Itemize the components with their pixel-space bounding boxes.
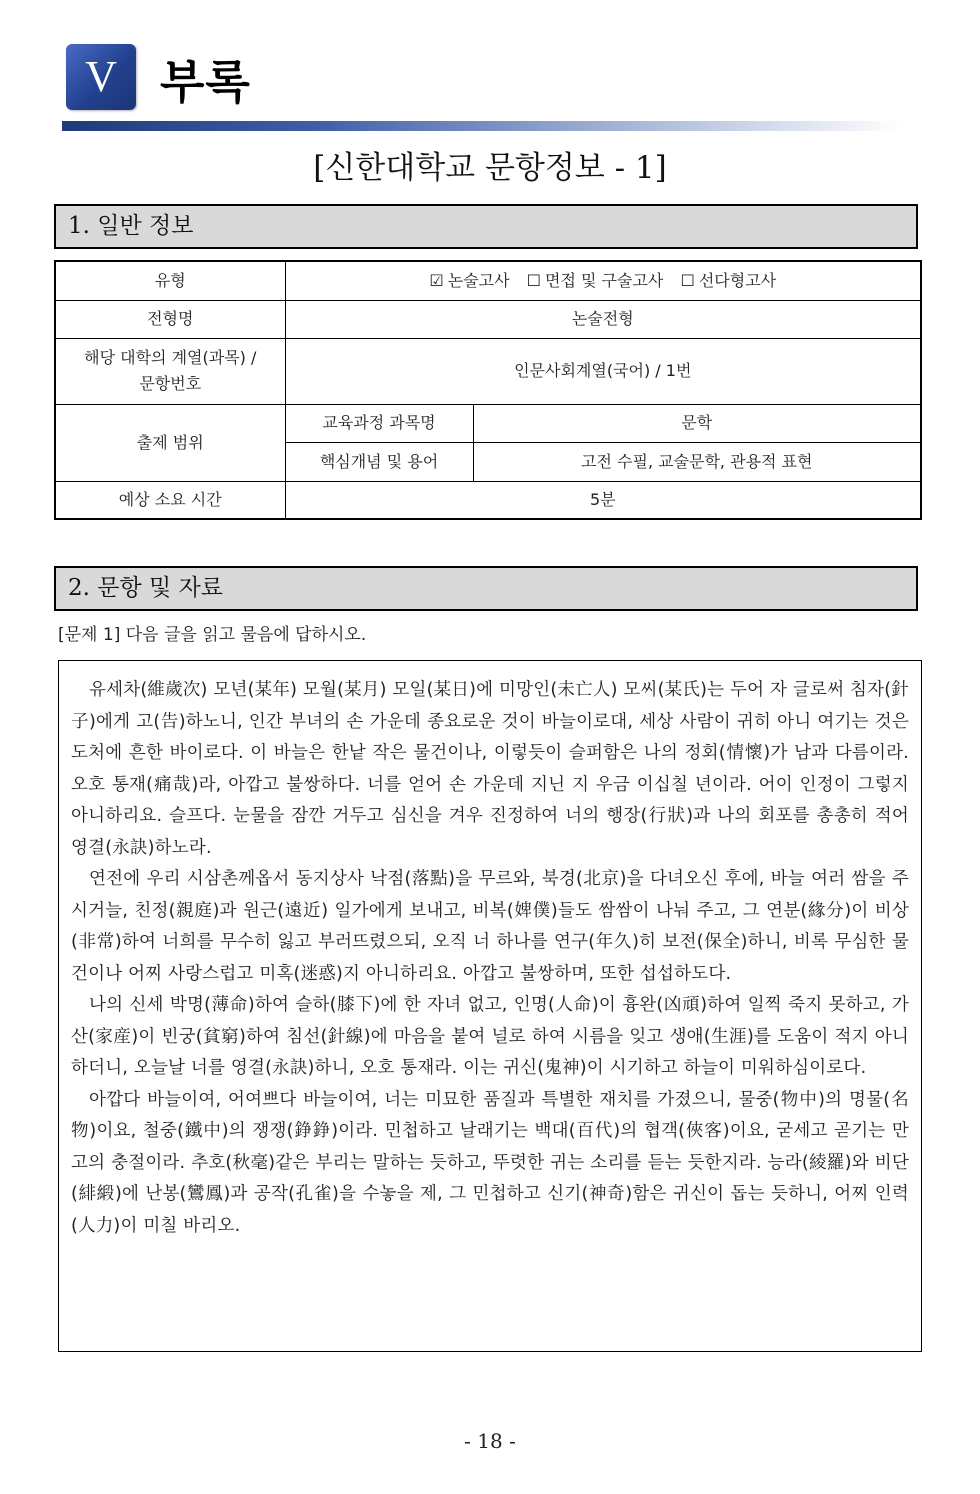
table-row <box>55 300 921 338</box>
unchecked-box-icon: ☐ <box>526 270 542 290</box>
concept-value: 고전 수필, 교술문학, 관용적 표현 <box>473 442 921 481</box>
dept-label-line1: 해당 대학의 계열(과목) / <box>84 348 257 368</box>
table-row <box>55 339 921 405</box>
checked-box-icon: ☑ <box>429 270 444 290</box>
general-info-table <box>54 260 922 520</box>
passage-paragraph: 유세차(維歲次) 모년(某年) 모월(某月) 모일(某日)에 미망인(未亡人) 모씨(某氏)는 두어 자 글로써 침자(針子)에게 고(告)하노니, 인간 부녀의 손 가운데 종요로운 것이 바늘이로대, 세상 사람이 귀히 아니 여기는 것은 도처에 흔한 바이로다. 이 바늘은 한낱 작은 물건이나, 이렇듯이 슬퍼함은 나의 정회(情懷)가 남과 다름이라. 오호 통재(痛哉)라, 아깝고 불쌍하다. 너를 얻어 손 가운데 지닌 지 우금 이십칠 년이라. 어이 인정이 그렇지 아니하리요. 슬프다. 눈물을 잠깐 거두고 심신을 겨우 진정하여 너의 행장(行狀)과 나의 회포를 총총히 적어 영결(永訣)하노라. <box>71 680 909 858</box>
subject-value: 문학 <box>473 404 921 442</box>
section-header-question-materials: 2. 문항 및 자료 <box>54 566 918 611</box>
unchecked-box-icon: ☐ <box>680 270 695 290</box>
passage-box <box>58 660 922 1352</box>
dept-value: 인문사회계열(국어) / 1번 <box>285 339 921 405</box>
type-label: 유형 <box>55 261 285 300</box>
header-gradient-rule <box>62 121 902 131</box>
question-instruction: [문제 1] 다음 글을 읽고 물음에 답하시오. <box>58 625 367 645</box>
type-options <box>285 261 921 300</box>
concept-label: 핵심개념 및 용어 <box>285 442 473 481</box>
dept-label <box>55 339 285 405</box>
time-label: 예상 소요 시간 <box>55 482 285 519</box>
option-multiple-choice[interactable] <box>680 271 776 290</box>
option-label: 선다형고사 <box>698 270 777 290</box>
chapter-title: 부록 <box>160 55 251 109</box>
admission-value: 논술전형 <box>285 300 921 338</box>
option-interview[interactable] <box>527 271 664 290</box>
scope-label: 출제 범위 <box>55 404 285 482</box>
table-row <box>55 261 921 300</box>
table-row <box>55 404 921 442</box>
subject-label: 교육과정 과목명 <box>285 404 473 442</box>
option-essay[interactable] <box>429 271 509 290</box>
page-number: - 18 - <box>464 1429 516 1453</box>
passage-paragraph: 나의 신세 박명(薄命)하여 슬하(膝下)에 한 자녀 없고, 인명(人命)이 흉완(凶頑)하여 일찍 죽지 못하고, 가산(家産)이 빈궁(貧窮)하여 침선(針線)에 마음을 붙여 널로 하여 시름을 잊고 생애(生涯)를 도움이 적지 아니하더니, 오늘날 너를 영결(永訣)하니, 오호 통재라. 이는 귀신(鬼神)이 시기하고 하늘이 미워하심이로다. <box>71 995 909 1078</box>
admission-label: 전형명 <box>55 300 285 338</box>
section-header-general-info: 1. 일반 정보 <box>54 204 918 249</box>
dept-label-line2: 문항번호 <box>139 374 202 394</box>
chapter-badge: V <box>66 44 136 110</box>
passage-paragraph: 연전에 우리 시삼촌께옵서 동지상사 낙점(落點)을 무르와, 북경(北京)을 다녀오신 후에, 바늘 여러 쌈을 주시거늘, 친정(親庭)과 원근(遠近) 일가에게 보내고, 비복(婢僕)들도 쌈쌈이 나눠 주고, 그 연분(緣分)이 비상(非常)하여 너희를 무수히 잃고 부러뜨렸으되, 오직 너 하나를 연구(年久)히 보전(保全)하니, 비록 무심한 물건이나 어찌 사랑스럽고 미혹(迷惑)지 아니하리요. 아깝고 불쌍하며, 또한 섭섭하도다. <box>71 869 909 984</box>
option-label: 면접 및 구술고사 <box>545 270 664 290</box>
table-row <box>55 482 921 519</box>
option-label: 논술고사 <box>447 270 510 290</box>
passage-paragraph: 아깝다 바늘이여, 어여쁘다 바늘이여, 너는 미묘한 품질과 특별한 재치를 가졌으니, 물중(物中)의 명물(名物)이요, 철중(鐵中)의 쟁쟁(錚錚)이라. 민첩하고 날래기는 백대(百代)의 협객(俠客)이요, 굳세고 곧기는 만고의 충절이라. 추호(秋毫)같은 부리는 말하는 듯하고, 뚜렷한 귀는 소리를 듣는 듯한지라. 능라(綾羅)와 비단(緋緞)에 난봉(鸞鳳)과 공작(孔雀)을 수놓을 제, 그 민첩하고 신기(神奇)함은 귀신이 돕는 듯하니, 어찌 인력(人力)이 미칠 바리오. <box>71 1089 909 1236</box>
time-value: 5분 <box>285 482 921 519</box>
document-title: [신한대학교 문항정보 - 1] <box>313 150 667 186</box>
